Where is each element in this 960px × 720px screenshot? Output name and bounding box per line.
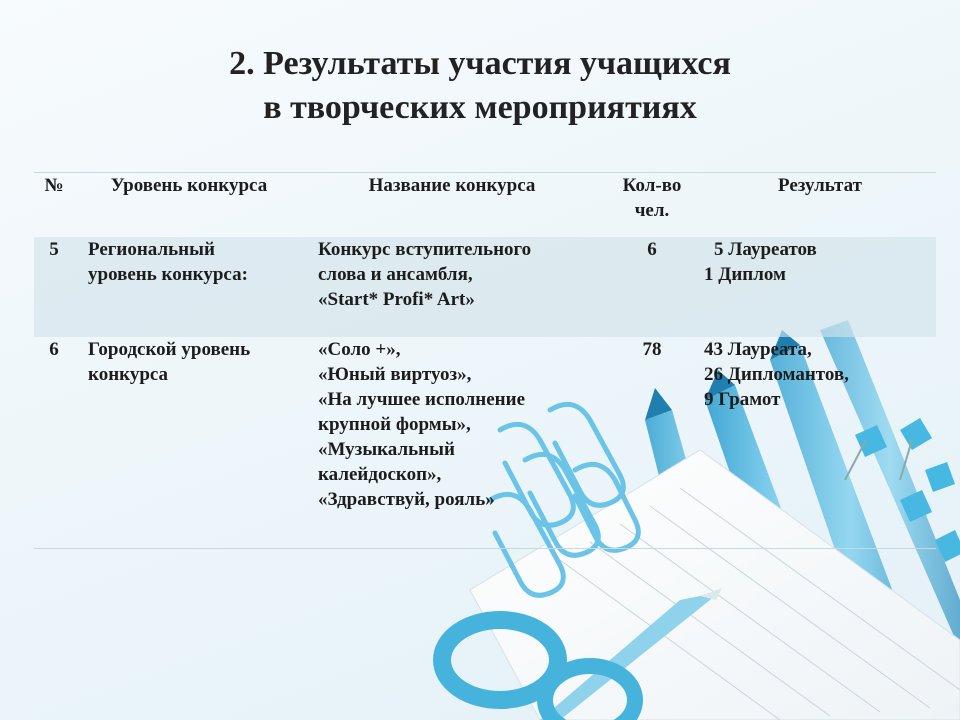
header-qty <box>600 173 704 237</box>
header-result: Результат <box>704 173 936 237</box>
row-level-line: Городской уровень <box>88 338 251 360</box>
row-contest-name <box>304 337 600 549</box>
row-qty: 78 <box>600 337 704 549</box>
row-result <box>704 337 936 549</box>
row-name-line: калейдоскоп», <box>318 463 442 485</box>
results-table <box>34 172 936 549</box>
header-level: Уровень конкурса <box>74 173 304 237</box>
header-num: № <box>34 173 74 237</box>
table-row <box>34 337 936 549</box>
row-name-line: «Start* Profi* Art» <box>318 288 475 310</box>
row-name-line: крупной формы», <box>318 413 471 435</box>
title-line-1: 2. Результаты участия учащихся <box>229 45 731 82</box>
header-name: Название конкурса <box>304 173 600 237</box>
row-contest-name <box>304 237 600 337</box>
row-num: 6 <box>34 337 74 549</box>
row-num: 5 <box>34 237 74 337</box>
row-qty: 6 <box>600 237 704 337</box>
row-result-line: 43 Лауреата, <box>704 338 812 360</box>
title-line-2: в творческих мероприятиях <box>263 89 697 126</box>
row-result-line: 26 Дипломантов, <box>704 363 849 385</box>
row-result <box>704 237 936 337</box>
row-name-line: «Соло +», <box>318 338 401 360</box>
header-qty-line-1: Кол-во <box>622 175 682 196</box>
row-level <box>74 237 304 337</box>
slide-title <box>0 42 960 130</box>
row-level <box>74 337 304 549</box>
row-name-line: «На лучшее исполнение <box>318 388 526 410</box>
header-qty-line-2: чел. <box>634 200 670 221</box>
row-name-line: «Здравствуй, рояль» <box>318 488 495 510</box>
table-header-row <box>34 173 936 237</box>
row-result-line: 9 Грамот <box>704 388 781 410</box>
row-name-line: «Юный виртуоз», <box>318 363 472 385</box>
row-name-line: «Музыкальный <box>318 438 455 460</box>
row-result-line: 1 Диплом <box>704 263 786 285</box>
row-name-line: слова и ансамбля, <box>318 263 473 285</box>
row-level-line: Региональный <box>88 238 215 260</box>
row-name-line: Конкурс вступительного <box>318 238 532 260</box>
row-result-line: 5 Лауреатов <box>714 238 817 260</box>
row-level-line: конкурса <box>88 363 169 385</box>
table-row <box>34 237 936 337</box>
row-level-line: уровень конкурса: <box>88 263 248 285</box>
